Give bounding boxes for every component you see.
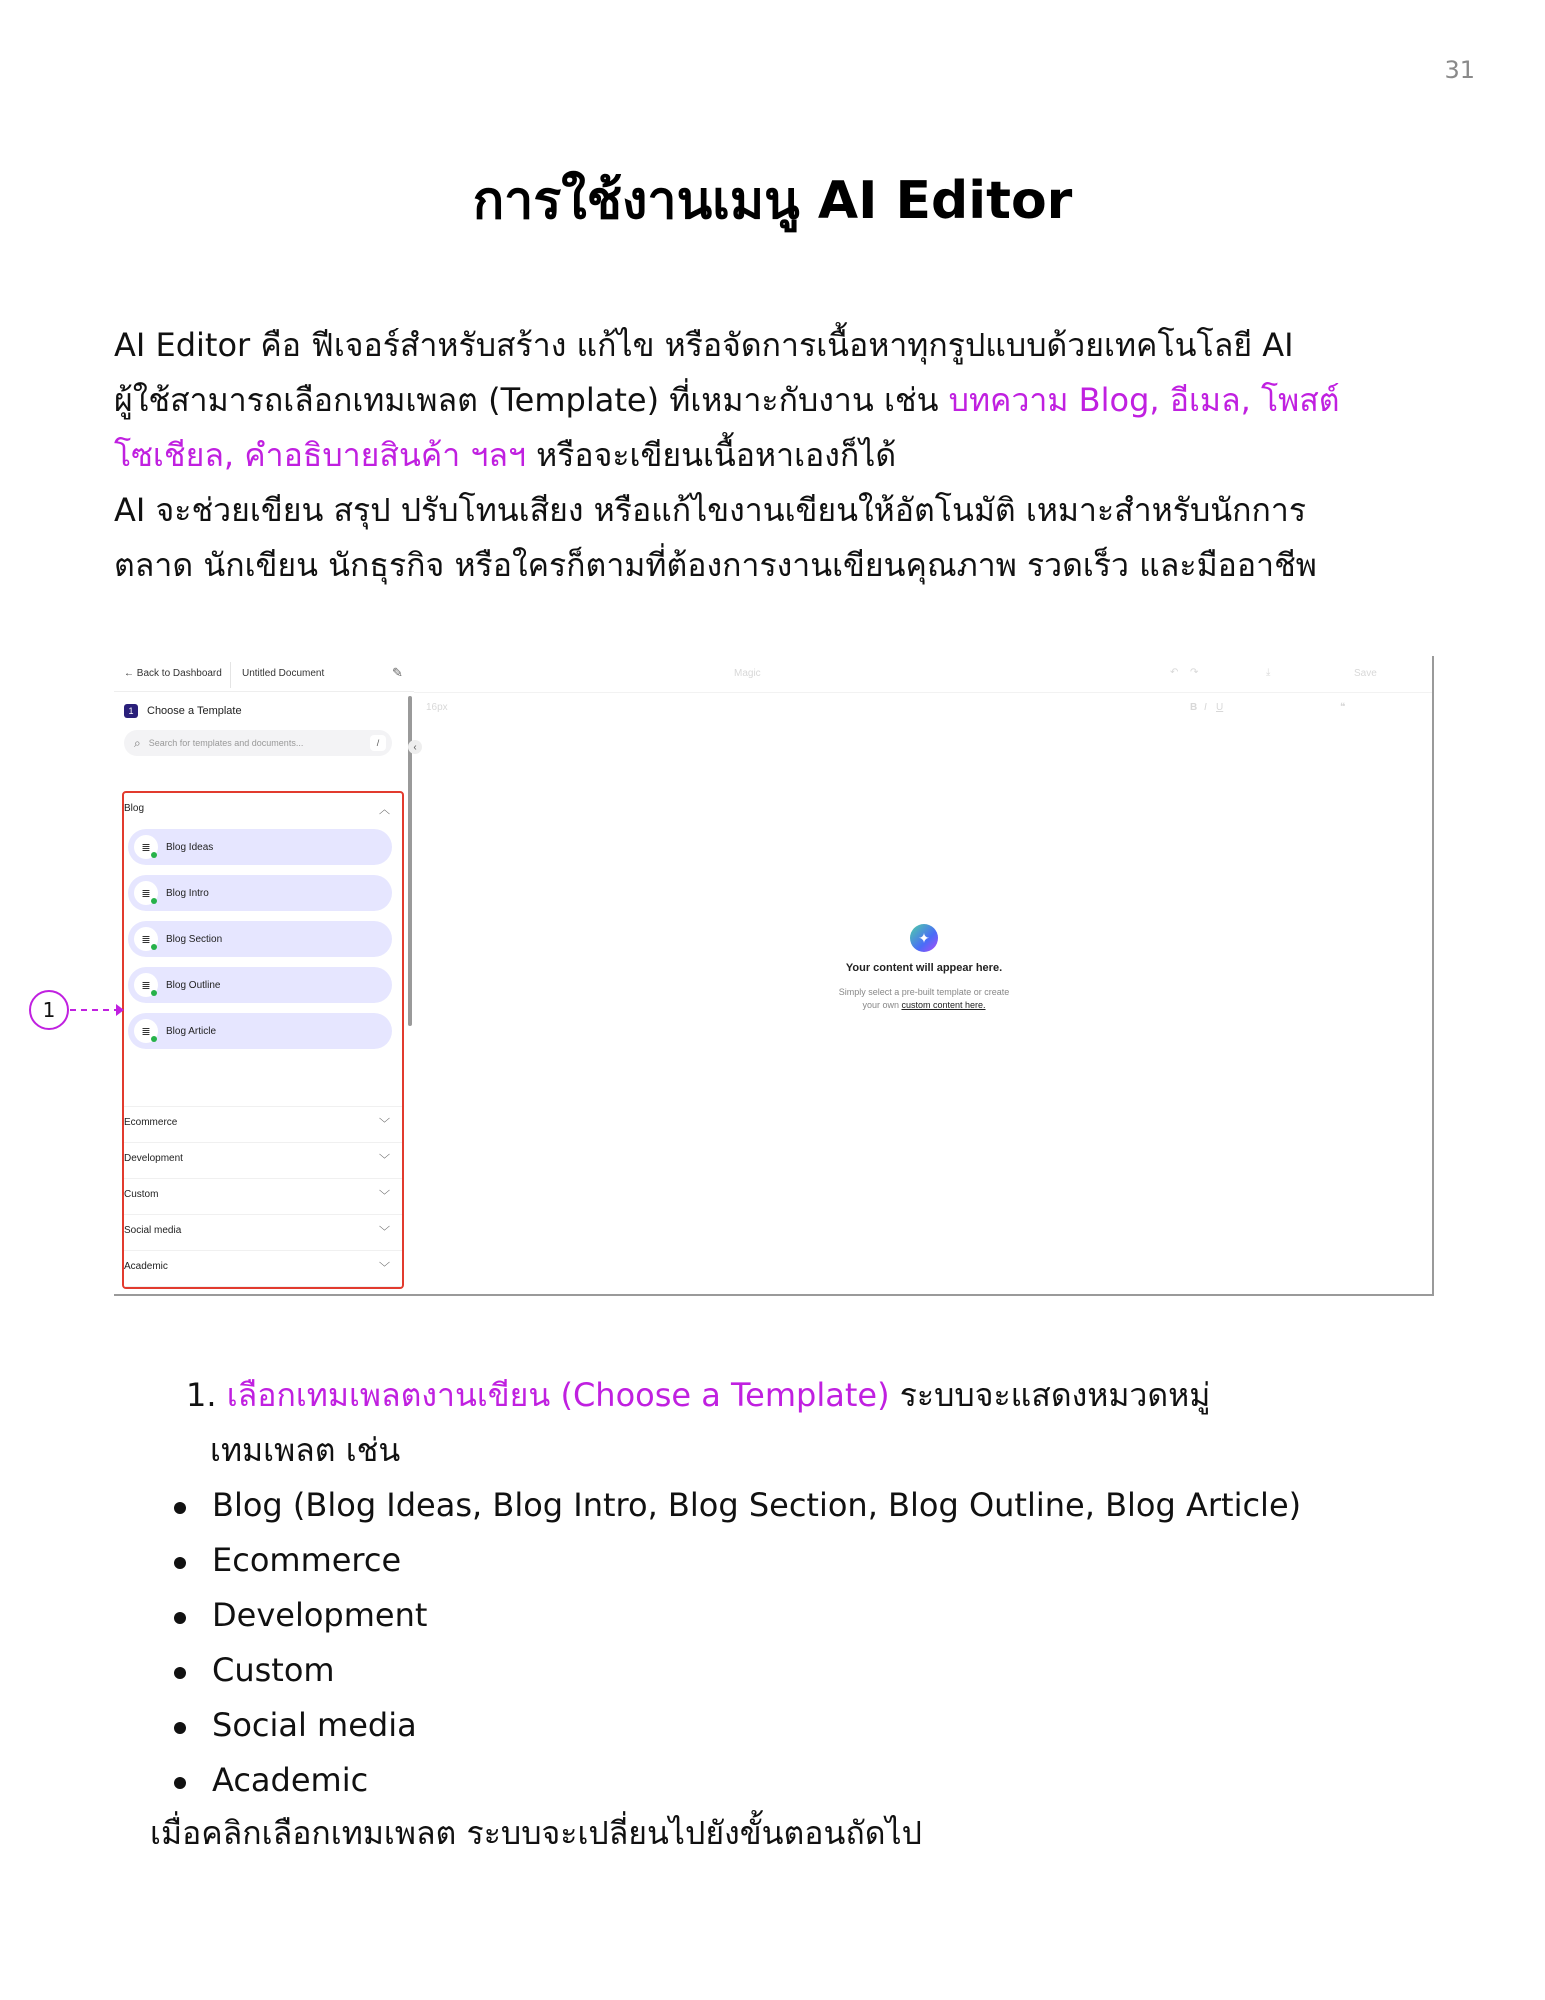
category-label: Development xyxy=(124,1153,183,1164)
undo-icon[interactable]: ↶ xyxy=(1170,667,1179,678)
list-item: Blog (Blog Ideas, Blog Intro, Blog Section, Blog Outline, Blog Article) xyxy=(172,1478,1301,1533)
category-development[interactable] xyxy=(124,1143,402,1179)
category-label: Blog xyxy=(124,803,145,814)
empty-state xyxy=(794,924,1054,1012)
intro-text: ผู้ใช้สามารถเลือกเทมเพลต (Template) ที่เหมาะกับงาน เช่น xyxy=(114,381,949,419)
template-search-input[interactable] xyxy=(124,730,392,756)
status-dot xyxy=(151,852,157,858)
list-item: Academic xyxy=(172,1753,1301,1808)
step-label: Choose a Template xyxy=(147,705,242,717)
back-to-dashboard-link[interactable]: ← Back to Dashboard xyxy=(124,668,222,679)
category-social-media[interactable] xyxy=(124,1215,402,1251)
sidebar-topbar xyxy=(114,656,414,692)
intro-line xyxy=(114,428,1434,483)
template-label: Blog Article xyxy=(166,1025,217,1037)
empty-state-description xyxy=(794,986,1054,1012)
intro-line xyxy=(114,373,1434,428)
quote-icon[interactable]: ❝ xyxy=(1340,702,1346,713)
category-label: Ecommerce xyxy=(124,1117,178,1128)
category-academic[interactable] xyxy=(124,1251,402,1287)
italic-icon[interactable]: I xyxy=(1204,702,1207,713)
template-item-blog-ideas[interactable] xyxy=(128,829,392,865)
document-icon: ≣ xyxy=(134,973,158,997)
callout-arrow-icon xyxy=(116,1004,124,1016)
intro-highlight: บทความ Blog, อีเมล, โพสต์ xyxy=(948,381,1340,419)
intro-line: ตลาด นักเขียน นักธุรกิจ หรือใครก็ตามที่ต้องการงานเขียนคุณภาพ รวดเร็ว และมืออาชีพ xyxy=(114,546,1317,584)
status-dot xyxy=(151,1036,157,1042)
document-icon: ≣ xyxy=(134,1019,158,1043)
category-custom[interactable] xyxy=(124,1179,402,1215)
category-label: Academic xyxy=(124,1261,168,1272)
callout-number-badge: 1 xyxy=(29,990,69,1030)
status-dot xyxy=(151,990,157,996)
toolbar-divider xyxy=(414,692,1434,693)
custom-content-link[interactable]: custom content here. xyxy=(901,1000,986,1010)
list-item: Ecommerce xyxy=(172,1533,1301,1588)
bold-icon[interactable]: B xyxy=(1190,702,1198,713)
callout-dashed-line xyxy=(70,1009,120,1011)
list-item: Custom xyxy=(172,1643,1301,1698)
template-sidebar xyxy=(114,656,417,1296)
chevron-down-icon: ﹀ xyxy=(379,1154,390,1166)
ai-editor-screenshot xyxy=(114,656,1434,1296)
step-1-text: ระบบจะแสดงหมวดหมู่ xyxy=(889,1376,1211,1414)
intro-highlight: โซเชียล, คำอธิบายสินค้า ฯลฯ xyxy=(114,436,526,474)
save-button[interactable]: Save xyxy=(1354,668,1377,679)
document-icon: ≣ xyxy=(134,881,158,905)
document-icon: ≣ xyxy=(134,835,158,859)
empty-state-line xyxy=(794,999,1054,1012)
category-label: Social media xyxy=(124,1225,182,1236)
empty-state-line: Simply select a pre-built template or create xyxy=(838,987,1010,997)
download-icon[interactable]: ⤓ xyxy=(1266,667,1271,678)
step-header xyxy=(124,704,242,718)
search-icon: ⌕ xyxy=(134,735,141,750)
step-1-description xyxy=(186,1368,1386,1478)
page-number: 31 xyxy=(1444,56,1475,84)
template-item-blog-section[interactable] xyxy=(128,921,392,957)
list-item: Development xyxy=(172,1588,1301,1643)
collapse-sidebar-button[interactable]: ‹ xyxy=(408,740,422,754)
font-size-select[interactable]: 16px xyxy=(426,702,448,713)
step-1-line xyxy=(186,1368,1386,1423)
closing-sentence: เมื่อคลิกเลือกเทมเพลต ระบบจะเปลี่ยนไปยังขั้นตอนถัดไป xyxy=(150,1814,922,1852)
template-label: Blog Section xyxy=(166,933,223,945)
intro-line: AI จะช่วยเขียน สรุป ปรับโทนเสียง หรือแก้ไขงานเขียนให้อัตโนมัติ เหมาะสำหรับนักการ xyxy=(114,491,1307,529)
page-title: การใช้งานเมนู AI Editor xyxy=(472,171,1073,231)
template-item-blog-intro[interactable] xyxy=(128,875,392,911)
category-ecommerce[interactable] xyxy=(124,1107,402,1143)
chevron-up-icon: ︿ xyxy=(379,804,390,816)
document-title[interactable]: Untitled Document xyxy=(242,668,325,679)
category-blog[interactable] xyxy=(124,793,402,829)
empty-state-title: Your content will appear here. xyxy=(845,962,1003,974)
intro-line: AI Editor คือ ฟีเจอร์สำหรับสร้าง แก้ไข หรือจัดการเนื้อหาทุกรูปแบบด้วยเทคโนโลยี AI xyxy=(114,326,1294,364)
intro-paragraph xyxy=(114,318,1434,593)
chevron-down-icon: ﹀ xyxy=(379,1262,390,1274)
pencil-icon[interactable]: ✎ xyxy=(392,665,403,680)
category-label: Custom xyxy=(124,1189,159,1200)
intro-text: หรือจะเขียนเนื้อหาเองก็ได้ xyxy=(525,436,897,474)
status-dot xyxy=(151,944,157,950)
magic-sparkle-icon: ✦ xyxy=(910,924,938,952)
search-placeholder: Search for templates and documents... xyxy=(148,738,304,748)
template-categories xyxy=(122,791,404,1289)
step-badge: 1 xyxy=(124,704,138,718)
chevron-down-icon: ﹀ xyxy=(379,1118,390,1130)
template-item-blog-outline[interactable] xyxy=(128,967,392,1003)
template-label: Blog Ideas xyxy=(166,841,214,853)
step-1-line: เทมเพลต เช่น xyxy=(210,1431,401,1469)
empty-state-text: your own xyxy=(862,1000,902,1010)
status-dot xyxy=(151,898,157,904)
chevron-down-icon: ﹀ xyxy=(379,1190,390,1202)
step-1-number: 1. xyxy=(186,1376,217,1414)
chevron-down-icon: ﹀ xyxy=(379,1226,390,1238)
template-label: Blog Outline xyxy=(166,979,221,991)
underline-icon[interactable]: U xyxy=(1216,702,1224,713)
list-item: Social media xyxy=(172,1698,1301,1753)
topbar-divider xyxy=(230,662,231,688)
editor-area xyxy=(414,656,1434,1296)
category-bullet-list xyxy=(172,1478,1301,1808)
slash-shortcut-key: / xyxy=(370,735,386,751)
document-icon: ≣ xyxy=(134,927,158,951)
template-label: Blog Intro xyxy=(166,887,209,899)
magic-tab[interactable]: Magic xyxy=(734,668,761,679)
template-item-blog-article[interactable] xyxy=(128,1013,392,1049)
step-1-highlight: เลือกเทมเพลตงานเขียน (Choose a Template) xyxy=(226,1376,890,1414)
blog-template-list xyxy=(124,829,402,1107)
redo-icon[interactable]: ↷ xyxy=(1190,667,1199,678)
